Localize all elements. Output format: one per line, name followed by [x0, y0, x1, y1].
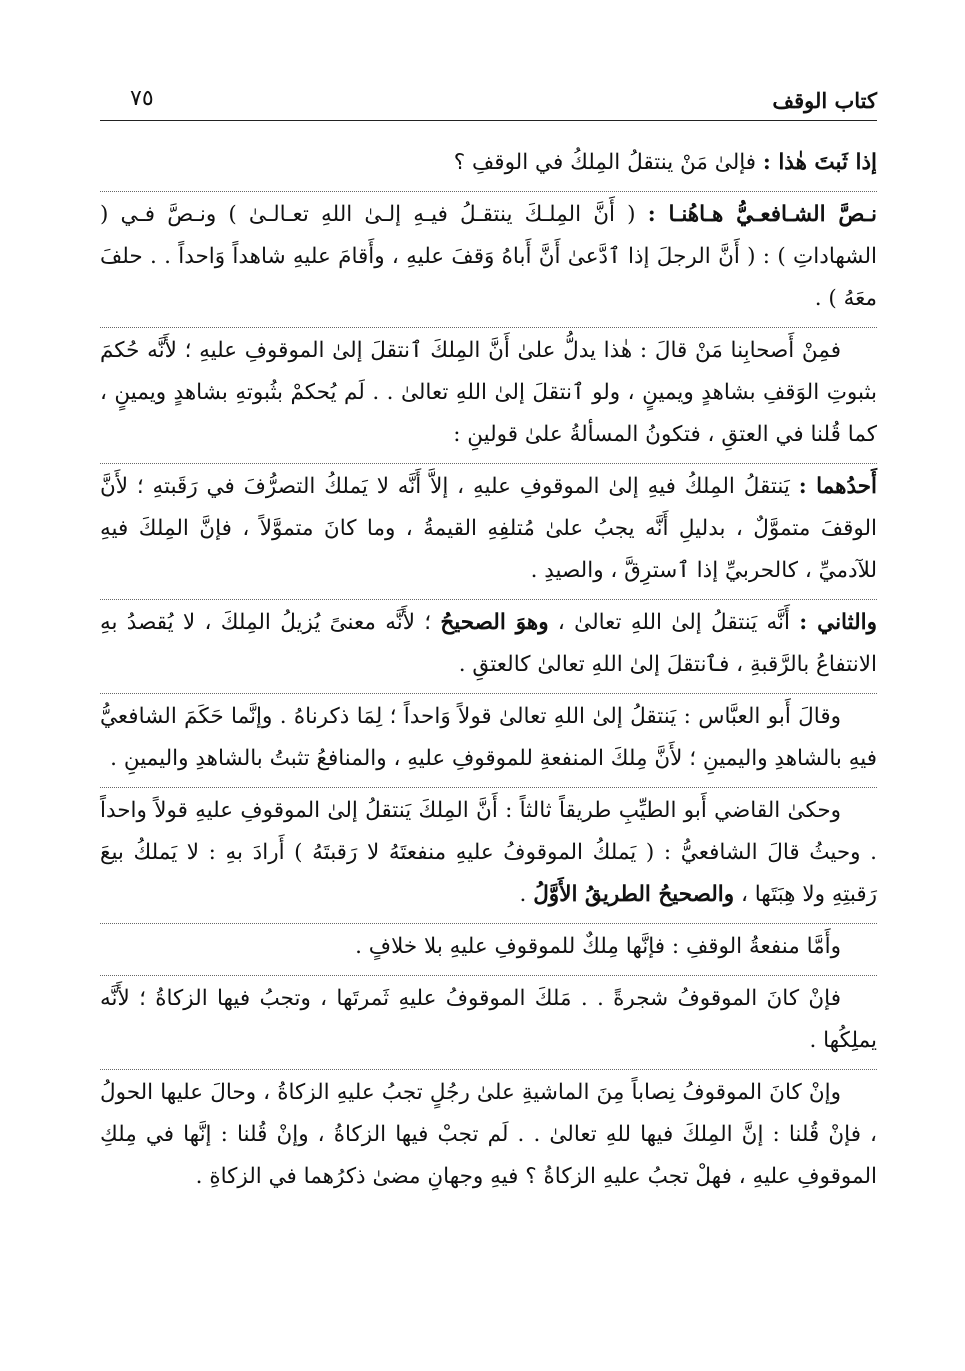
- paragraph-text: وإنْ كانَ الموقوفُ نِصاباً مِنَ الماشيةِ علىٰ رجُلٍ تجبُ عليهِ الزكاةُ ، وحالَ عليها الحولُ ، فإنْ قُلنا : إنَّ المِلكَ فيها للهِ تعالىٰ . . لَم تجبْ فيها الزكاةُ ، وإنْ قُلنا : إنَّها في مِلكِ الموقوفِ عليهِ ، فهلْ تجبُ عليهِ الزكاةُ ؟ فيهِ وجهانِ مضىٰ ذكرُهما في الزكاةِ .: [100, 1080, 877, 1189]
- paragraph-10: [100, 1070, 877, 1205]
- paragraph-lead: أَحدُهما :: [798, 474, 877, 499]
- paragraph-text: فإنْ كانَ الموقوفُ شجرةً . . مَلكَ الموقوفُ عليهِ ثَمرتَها ، وتجبُ فيها الزكاةُ ؛ لأَنَّه يملِكُها .: [100, 986, 877, 1053]
- paragraph-text: وأَمَّا منفعةُ الوقفِ : فإنَّها مِلكٌ للموقوفِ عليهِ بلا خلافٍ .: [355, 934, 841, 959]
- paragraph-text: وحكىٰ القاضي أَبو الطيِّبِ طريقاً ثالثاً : أَنَّ المِلكَ يَنتقلُ إلىٰ الموقوفِ عليهِ قولاً واحداً . وحيثُ قالَ الشافعيُّ : ( يَملكُ الموقوفُ عليهِ منفعتَهُ لا رَقبتَهُ ) أَرادَ بهِ : لا يَملكُ بيعَ رَقبتِهِ ولا هِبَتَها ،: [100, 798, 877, 907]
- page-number: ٧٥: [130, 86, 154, 111]
- paragraph-5: [100, 600, 877, 694]
- page-body: [100, 140, 877, 1205]
- paragraph-emphasis: والصحيحُ الطريقُ الأَوَّلُ: [533, 882, 735, 907]
- paragraph-1: [100, 140, 877, 192]
- paragraph-3: [100, 328, 877, 464]
- paragraph-text: فإلىٰ مَنْ ينتقلُ المِلكُ في الوقفِ ؟: [453, 150, 763, 175]
- paragraph-6: [100, 694, 877, 788]
- paragraph-lead: نـصَّ الشـافعـيُّ هـاهُنـا :: [647, 202, 877, 227]
- page-header: [100, 80, 877, 121]
- paragraph-text: أَنَّه يَنتقلُ إلىٰ اللهِ تعالىٰ ،: [548, 610, 800, 635]
- paragraph-text: فمِنْ أَصحابِنا مَنْ قالَ : هٰذا يدلُّ علىٰ أَنَّ المِلكَ ٱنتقلَ إلىٰ الموقوفِ عليهِ ؛ لأَنَّه حُكمَ بثبوتِ الوَقفِ بشاهدٍ ويمينٍ ، ولو ٱنتقلَ إلىٰ اللهِ تعالىٰ . . لَم يُحكمْ بثُبوتهِ بشاهدٍ ويمينٍ ، كما قُلنا في العتقِ ، فتكونُ المسألةُ علىٰ قولينِ :: [100, 338, 877, 447]
- paragraph-4: [100, 464, 877, 600]
- paragraph-text: ( أَنَّ المِلـكَ ينتقـلُ فيـهِ إلـىٰ اللهِ تعـالـىٰ ) ونـصَّ فـي ( الشهاداتِ ) : ( أَنَّ الرجلَ إذا ٱدَّعىٰ أَنَّ أَباهُ وَقفَ عليهِ ، وأَقامَ عليهِ شاهداً وَاحداً . . حلفَ معَهُ ) .: [100, 202, 877, 311]
- paragraph-emphasis: وهوَ الصحيحُ: [440, 610, 549, 635]
- paragraph-7: [100, 788, 877, 924]
- paragraph-2: [100, 192, 877, 328]
- paragraph-text: وقالَ أَبو العبَّاس : يَنتقلُ إلىٰ اللهِ تعالىٰ قولاً وَاحداً ؛ لِمَا ذكرناهُ . وإنَّما حَكَمَ الشافعيُّ فيهِ بالشاهدِ واليمينِ ؛ لأَنَّ مِلكَ المنفعةِ للموقوفِ عليهِ ، والمنافعُ تثبتُ بالشاهدِ واليمينِ .: [100, 704, 877, 771]
- paragraph-8: [100, 924, 877, 976]
- paragraph-lead: إذا ثَبتَ هٰذا :: [762, 150, 877, 175]
- book-title: كتاب الوقف: [772, 88, 877, 113]
- paragraph-lead: والثاني :: [799, 610, 878, 635]
- paragraph-text: يَنتقلُ المِلكُ فيهِ إلىٰ الموقوفِ عليهِ ، إلاَّ أَنَّه لا يَملكُ التصرُّفَ في رَقَبتهِ ؛ لأَنَّ الوقفَ متموَّلٌ ، بدليلِ أَنَّه يجبُ علىٰ مُتلفِهِ القيمةُ ، وما كانَ متموَّلاً ، فإنَّ المِلكَ فيهِ للآدميِّ ، كالحربيِّ إذا ٱسترِقَّ ، والصيدِ .: [100, 474, 877, 583]
- paragraph-tail: ؛ لأَنَّه معنىً يُزيلُ المِلكَ ، لا يُقصدُ بهِ الانتفاعُ بالرَّقبةِ ، فٱنتقلَ إلىٰ اللهِ تعالىٰ كالعتقِ .: [100, 610, 877, 677]
- paragraph-9: [100, 976, 877, 1070]
- paragraph-tail: .: [519, 882, 534, 907]
